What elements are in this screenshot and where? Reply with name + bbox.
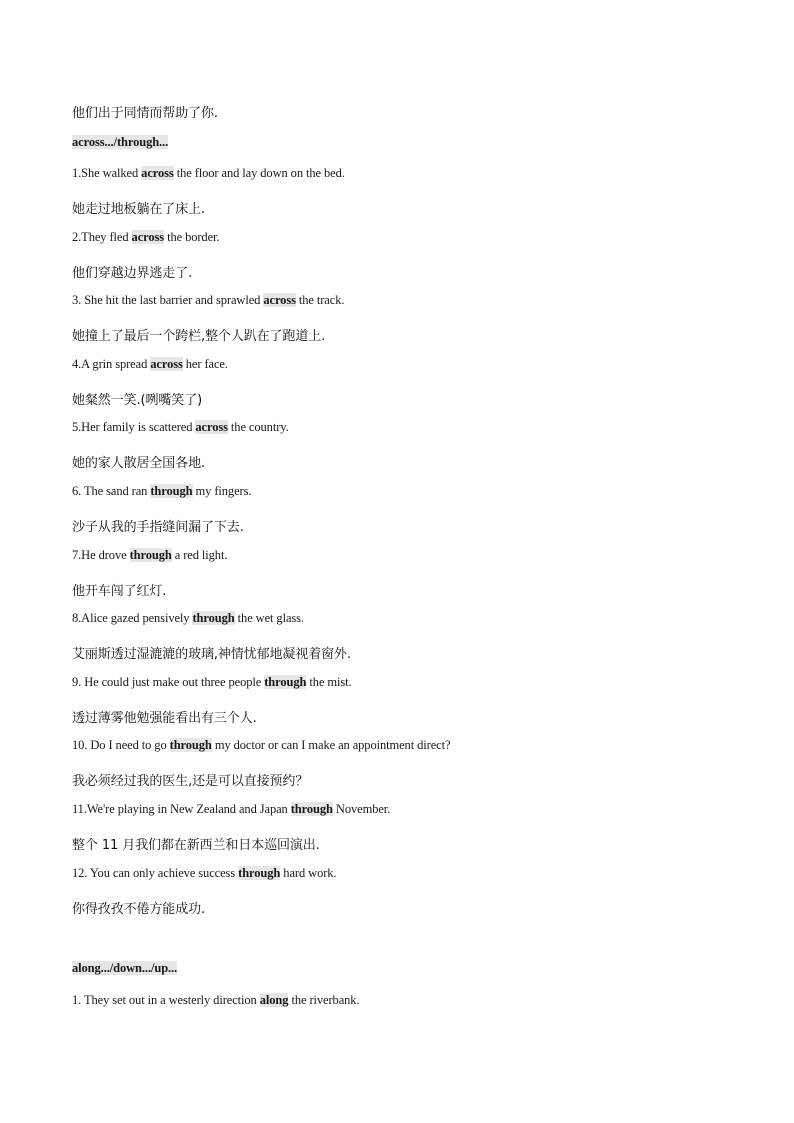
highlighted-preposition: through xyxy=(192,611,235,625)
sentence-text: 10. Do I need to go xyxy=(72,738,170,752)
sentence-text: the mist. xyxy=(306,675,352,689)
highlighted-preposition: through xyxy=(264,675,307,689)
highlighted-preposition: through xyxy=(150,484,193,498)
example-translation: 你得孜孜不倦方能成功. xyxy=(72,902,206,917)
sentence-text: the border. xyxy=(164,230,220,244)
sentence-text: 2.They fled xyxy=(72,230,132,244)
sentence-text: 11.We're playing in New Zealand and Japan xyxy=(72,802,291,816)
sentence-text: 1.She walked xyxy=(72,166,142,180)
example-sentence xyxy=(72,611,304,626)
highlighted-preposition: across xyxy=(150,357,183,371)
sentence-text: 6. The sand ran xyxy=(72,484,151,498)
highlighted-preposition: across xyxy=(141,166,174,180)
sentence-text: the track. xyxy=(295,293,345,307)
example-sentence xyxy=(72,420,289,435)
intro-translation: 他们出于同情而帮助了你. xyxy=(72,106,218,121)
sentence-text: 1. They set out in a westerly direction xyxy=(72,993,260,1007)
sentence-text: the riverbank. xyxy=(288,993,360,1007)
example-translation: 整个 11 月我们都在新西兰和日本巡回演出. xyxy=(72,838,320,853)
example-sentence xyxy=(72,548,227,563)
example-translation: 透过薄雾他勉强能看出有三个人. xyxy=(72,711,257,726)
example-sentence xyxy=(72,230,219,245)
highlighted-preposition: across xyxy=(131,230,165,244)
sentence-text: 5.Her family is scattered xyxy=(72,420,196,434)
highlighted-preposition: through xyxy=(238,866,281,880)
example-translation: 他们穿越边界逃走了. xyxy=(72,266,193,281)
sentence-text: her face. xyxy=(182,357,228,371)
example-sentence xyxy=(72,738,450,753)
sentence-text: hard work. xyxy=(280,866,337,880)
sentence-text: the floor and lay down on the bed. xyxy=(173,166,345,180)
sentence-text: the wet glass. xyxy=(234,611,304,625)
highlighted-preposition: through xyxy=(290,802,333,816)
example-translation: 她撞上了最后一个跨栏,整个人趴在了跑道上. xyxy=(72,329,326,344)
section-heading-along-down-up xyxy=(72,961,177,976)
sentence-text: 3. She hit the last barrier and sprawled xyxy=(72,293,264,307)
example-translation: 他开车闯了红灯. xyxy=(72,584,167,599)
highlighted-preposition: along xyxy=(259,993,289,1007)
example-translation: 她的家人散居全国各地. xyxy=(72,456,206,471)
highlighted-preposition: through xyxy=(169,738,212,752)
sentence-text: the country. xyxy=(227,420,289,434)
example-sentence xyxy=(72,802,390,817)
sentence-text: a red light. xyxy=(171,548,228,562)
sentence-text: 4.A grin spread xyxy=(72,357,151,371)
sentence-text: my fingers. xyxy=(192,484,252,498)
example-sentence xyxy=(72,993,359,1008)
sentence-text: 8.Alice gazed pensively xyxy=(72,611,193,625)
example-translation: 她粲然一笑.(咧嘴笑了) xyxy=(72,393,203,408)
example-translation: 沙子从我的手指缝间漏了下去. xyxy=(72,520,244,535)
sentence-text: November. xyxy=(332,802,391,816)
sentence-text: 7.He drove xyxy=(72,548,130,562)
sentence-text: 12. You can only achieve success xyxy=(72,866,239,880)
highlighted-preposition: across xyxy=(263,293,296,307)
example-translation: 艾丽斯透过湿漉漉的玻璃,神情忧郁地凝视着窗外. xyxy=(72,647,351,662)
heading-text: across.../through... xyxy=(72,135,169,149)
sentence-text: my doctor or can I make an appointment direct? xyxy=(211,738,451,752)
example-sentence xyxy=(72,484,251,499)
highlighted-preposition: through xyxy=(129,548,172,562)
example-sentence xyxy=(72,866,336,881)
heading-text: along.../down.../up... xyxy=(72,961,178,975)
example-translation: 我必须经过我的医生,还是可以直接预约？ xyxy=(72,774,309,789)
example-translation: 她走过地板躺在了床上. xyxy=(72,202,206,217)
example-sentence xyxy=(72,166,345,181)
section-heading-across-through xyxy=(72,135,168,150)
example-sentence xyxy=(72,293,344,308)
highlighted-preposition: across xyxy=(195,420,228,434)
example-sentence xyxy=(72,357,228,372)
example-sentence xyxy=(72,675,352,690)
sentence-text: 9. He could just make out three people xyxy=(72,675,265,689)
